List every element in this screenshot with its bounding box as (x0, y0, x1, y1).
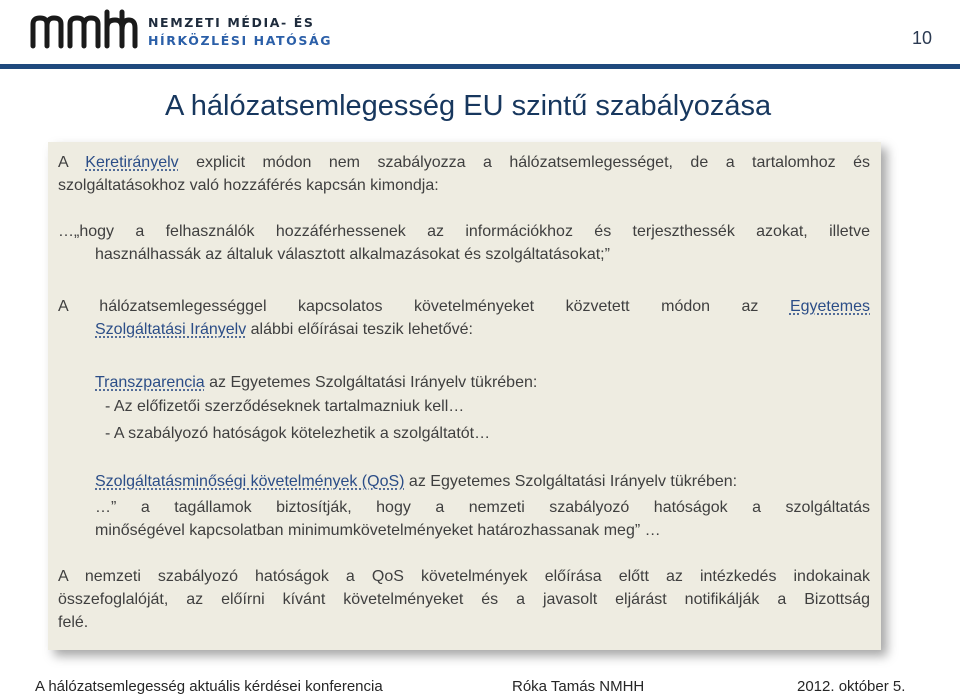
slide-title: A hálózatsemlegesség EU szintű szabályozása (165, 90, 772, 122)
esi-link-part1[interactable]: Egyetemes (789, 298, 870, 315)
slide-header (0, 0, 960, 68)
nmhh-logo (30, 8, 140, 50)
nmhh-logo-icon (30, 8, 140, 50)
intro-text-a: A (58, 154, 86, 171)
qos-quote-line-2: minőségével kapcsolatban minimumkövetelményeket határozhassanak meg” … (95, 522, 661, 539)
qos-rest: az Egyetemes Szolgáltatási Irányelv tükrében: (404, 473, 738, 490)
transparency-rest: az Egyetemes Szolgáltatási Irányelv tükrében: (204, 374, 538, 391)
final-line-2: összefoglalóját, az előírni kívánt követelményeket és a javasolt eljárást notifikálják a Bizottság (58, 591, 870, 608)
org-line-1: NEMZETI MÉDIA- ÉS (148, 15, 315, 30)
footer-date: 2012. október 5. (797, 678, 906, 695)
qos-link[interactable]: Szolgáltatásminőségi követelmények (QoS) (95, 473, 405, 490)
footer-author: Róka Tamás NMHH (512, 678, 645, 695)
organization-name (148, 14, 332, 50)
intro-line-2: szolgáltatásokhoz való hozzáférés kapcsán kimondja: (58, 177, 439, 194)
esi-link-part2[interactable]: Szolgáltatási Irányelv (95, 321, 247, 338)
content-box (48, 142, 881, 650)
p2-line-2 (95, 318, 473, 341)
intro-text-b: explicit módon nem szabályozza a hálózatsemlegességet, de a tartalomhoz és (178, 154, 871, 171)
final-line-1: A nemzeti szabályozó hatóságok a QoS követelmények előírása előtt az intézkedés indokainak (58, 568, 870, 585)
p2-text: A hálózatsemlegességgel kapcsolatos követelményeket közvetett módon az (58, 298, 759, 315)
header-divider (0, 64, 960, 69)
final-line-3: felé. (58, 614, 89, 631)
keretiranyelv-link[interactable]: Keretirányelv (85, 154, 179, 171)
transparency-link[interactable]: Transzparencia (95, 374, 205, 391)
qos-quote-line-1: …” a tagállamok biztosítják, hogy a nemzeti szabályozó hatóságok a szolgáltatás (95, 499, 870, 516)
page-number: 10 (911, 28, 932, 48)
p2-rest: alábbi előírásai teszik lehetővé: (246, 321, 473, 338)
qos-heading (95, 470, 737, 493)
quote-line-1: …„hogy a felhasználók hozzáférhessenek az információkhoz és terjeszthessék azokat, illetve (58, 223, 870, 240)
bullet-item-2: - A szabályozó hatóságok kötelezhetik a szolgáltatót… (105, 425, 491, 442)
quote-line-2: használhassák az általuk választott alkalmazásokat és szolgáltatásokat;” (95, 246, 610, 263)
transparency-heading (95, 371, 537, 394)
org-line-2: HÍRKÖZLÉSI HATÓSÁG (148, 33, 333, 48)
bullet-item-1: - Az előfizetői szerződéseknek tartalmazniuk kell… (105, 398, 465, 415)
intro-line-1 (58, 151, 870, 174)
p2-line-1 (58, 295, 870, 318)
footer-conference: A hálózatsemlegesség aktuális kérdései konferencia (35, 678, 383, 695)
